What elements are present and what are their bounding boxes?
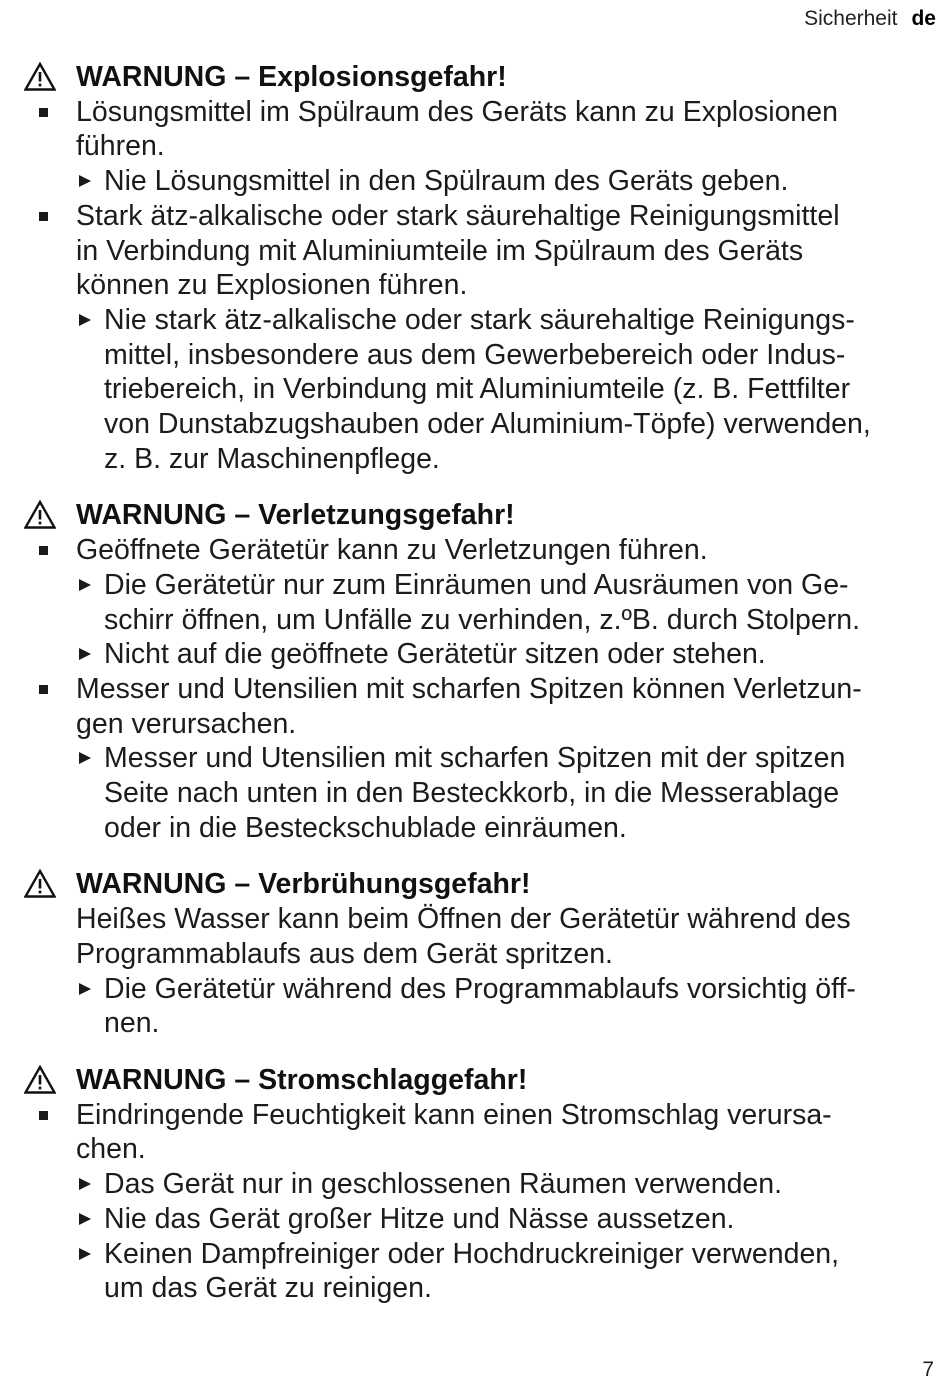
warning-triangle-icon — [24, 500, 56, 529]
bullet-item — [0, 533, 950, 568]
text-line: Nie Lösungsmittel in den Spülraum des Geräts geben. — [104, 165, 789, 198]
text-line: nen. — [104, 1007, 160, 1040]
warning-title-text: WARNUNG – Verletzungsgefahr! — [76, 499, 515, 532]
text-line: um das Gerät zu reinigen. — [104, 1272, 432, 1305]
warning-title — [0, 1063, 950, 1098]
text-line: Stark ätz-alkalische oder stark säurehaltige Reinigungsmittel — [76, 199, 840, 232]
warning-title — [0, 60, 950, 95]
instruction-step — [0, 1237, 950, 1306]
arrow-right-icon — [79, 1213, 91, 1225]
text-line: chen. — [76, 1133, 146, 1166]
square-bullet-icon — [39, 685, 48, 694]
square-bullet-icon — [39, 546, 48, 555]
bullet-item — [0, 199, 950, 303]
text-line: Heißes Wasser kann beim Öffnen der Gerätetür während des — [76, 903, 851, 936]
page-header — [804, 7, 936, 31]
safety-content — [0, 60, 950, 1328]
instruction-step — [0, 568, 950, 637]
square-bullet-icon — [39, 1111, 48, 1120]
warning-triangle-icon — [24, 1065, 56, 1094]
warning-electric-shock — [0, 1063, 950, 1306]
arrow-right-icon — [79, 579, 91, 591]
text-line: führen. — [76, 130, 165, 163]
text-line: Seite nach unten in den Besteckkorb, in die Messerablage — [104, 777, 840, 810]
instruction-step — [0, 164, 950, 199]
instruction-step — [0, 972, 950, 1041]
instruction-step — [0, 1202, 950, 1237]
section-name: Sicherheit — [804, 7, 898, 30]
bullet-item — [0, 95, 950, 164]
text-line: Nie stark ätz-alkalische oder stark säurehaltige Reinigungs- — [104, 303, 855, 336]
instruction-step — [0, 303, 950, 477]
arrow-right-icon — [79, 175, 91, 187]
text-line: Eindringende Feuchtigkeit kann einen Stromschlag verursa- — [76, 1098, 832, 1131]
arrow-right-icon — [79, 314, 91, 326]
arrow-right-icon — [79, 752, 91, 764]
text-line: gen verursachen. — [76, 707, 297, 740]
warning-title-text: WARNUNG – Explosionsgefahr! — [76, 61, 507, 93]
bullet-item — [0, 1098, 950, 1167]
warning-explosion — [0, 60, 950, 476]
arrow-right-icon — [79, 1178, 91, 1190]
text-line: Messer und Utensilien mit scharfen Spitzen mit der spitzen — [104, 742, 846, 775]
text-line: Lösungsmittel im Spülraum des Geräts kann zu Explosionen — [76, 95, 838, 128]
instruction-step — [0, 1167, 950, 1202]
warning-title — [0, 498, 950, 533]
text-line: in Verbindung mit Aluminiumteile im Spülraum des Geräts — [76, 234, 804, 267]
text-line: Die Gerätetür während des Programmablaufs vorsichtig öff- — [104, 972, 856, 1005]
text-line: Geöffnete Gerätetür kann zu Verletzungen führen. — [76, 534, 708, 567]
text-line: Programmablaufs aus dem Gerät spritzen. — [76, 937, 613, 970]
page-number: 7 — [922, 1358, 934, 1381]
instruction-step — [0, 637, 950, 672]
text-line: triebereich, in Verbindung mit Aluminiumteile (z. B. Fettfilter — [104, 373, 851, 406]
text-line: können zu Explosionen führen. — [76, 269, 468, 302]
text-line: von Dunstabzugshauben oder Aluminium-Töpfe) verwenden, — [104, 408, 871, 441]
warning-injury — [0, 498, 950, 845]
text-line: z. B. zur Maschinenpflege. — [104, 442, 440, 475]
warning-description — [0, 902, 950, 971]
text-line: Nicht auf die geöffnete Gerätetür sitzen oder stehen. — [104, 638, 766, 671]
warning-scalding — [0, 867, 950, 1041]
square-bullet-icon — [39, 212, 48, 221]
text-line: Die Gerätetür nur zum Einräumen und Ausräumen von Ge- — [104, 568, 849, 601]
text-line: mittel, insbesondere aus dem Gewerbebereich oder Indus- — [104, 338, 846, 371]
arrow-right-icon — [79, 1248, 91, 1260]
text-line: schirr öffnen, um Unfälle zu verhinden, z.ºB. durch Stolpern. — [104, 603, 861, 636]
warning-triangle-icon — [24, 869, 56, 898]
language-code: de — [911, 7, 936, 30]
square-bullet-icon — [39, 108, 48, 117]
text-line: Messer und Utensilien mit scharfen Spitzen können Verletzun- — [76, 672, 862, 705]
warning-title-text: WARNUNG – Verbrühungsgefahr! — [76, 868, 531, 901]
warning-title — [0, 867, 950, 902]
text-line: Nie das Gerät großer Hitze und Nässe aussetzen. — [104, 1202, 735, 1235]
instruction-step — [0, 741, 950, 845]
text-line: Das Gerät nur in geschlossenen Räumen verwenden. — [104, 1168, 783, 1201]
text-line: oder in die Besteckschublade einräumen. — [104, 811, 627, 844]
bullet-item — [0, 672, 950, 741]
arrow-right-icon — [79, 648, 91, 660]
warning-title-text: WARNUNG – Stromschlaggefahr! — [76, 1063, 528, 1096]
text-line: Keinen Dampfreiniger oder Hochdruckreiniger verwenden, — [104, 1237, 840, 1270]
warning-triangle-icon — [24, 62, 56, 91]
arrow-right-icon — [79, 983, 91, 995]
